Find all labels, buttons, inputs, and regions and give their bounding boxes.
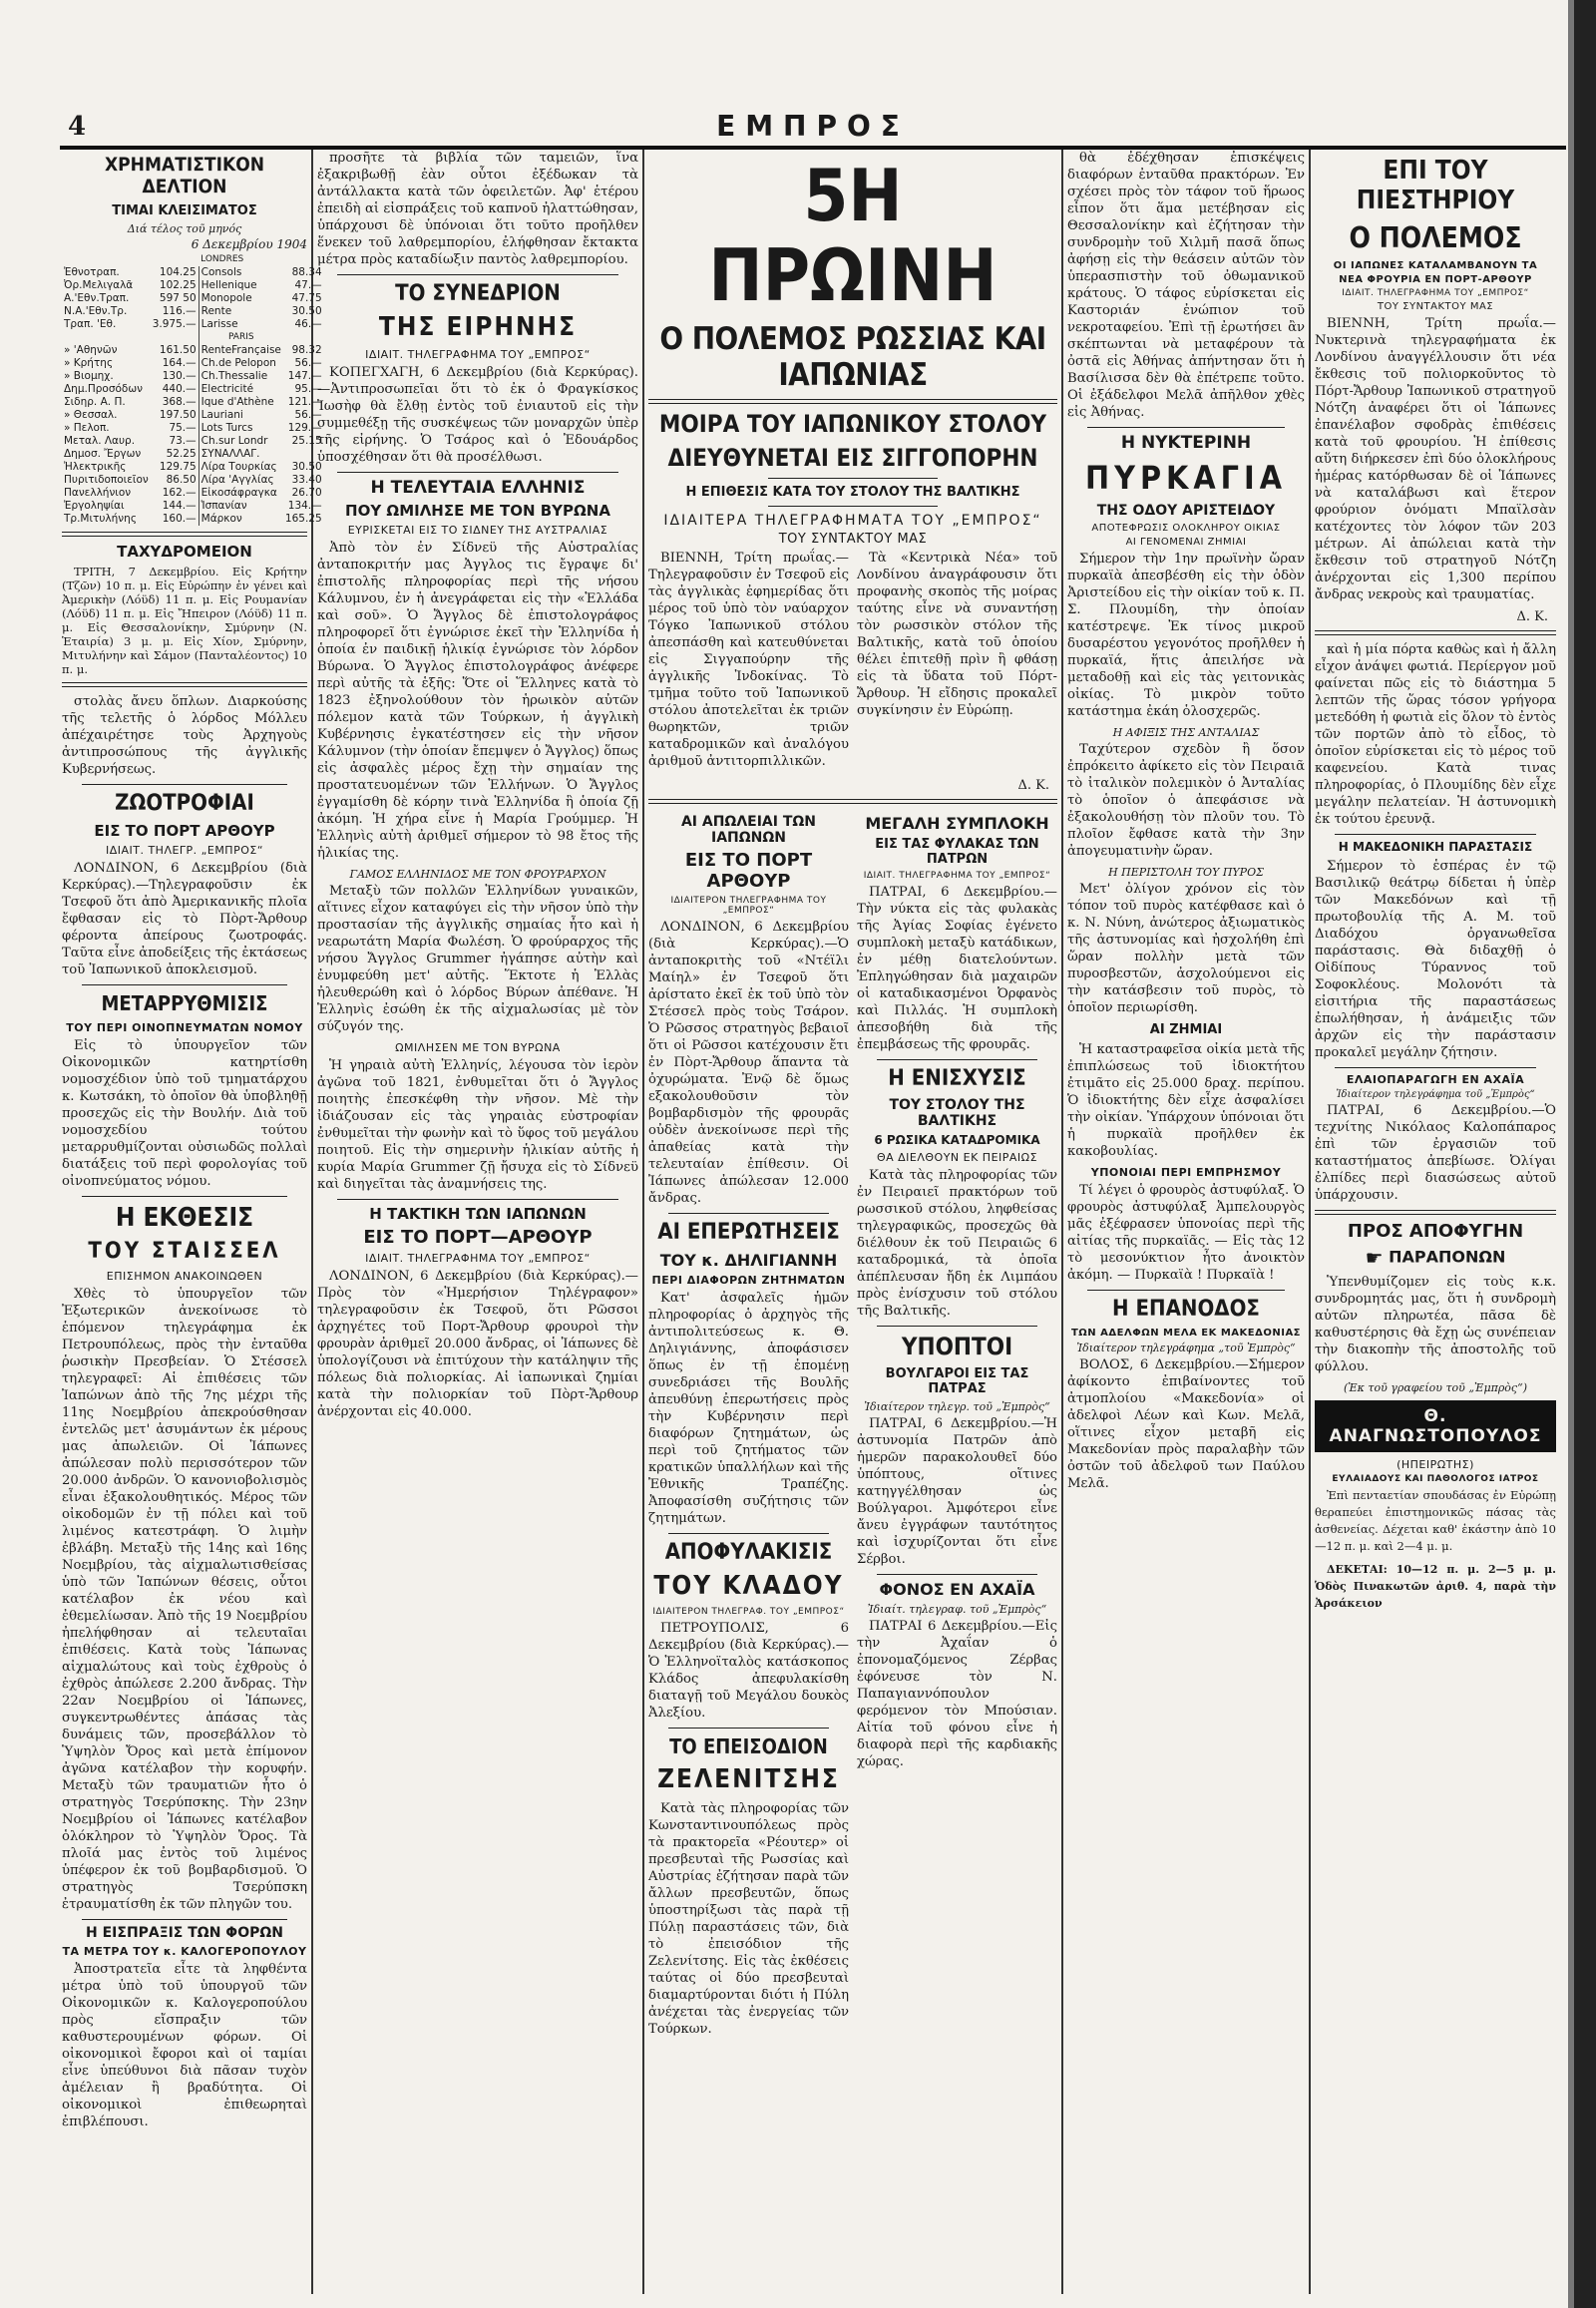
divider <box>1335 834 1536 835</box>
masthead: ΕΜΠΡΟΣ <box>716 110 910 143</box>
sym-subtitle: ΕΙΣ ΤΑΣ ΦΥΛΑΚΑΣ ΤΩΝ ΠΑΤΡΩΝ <box>875 837 1039 867</box>
exchange-item: » Βιομηχ. <box>64 370 114 382</box>
pointing-hand-icon: ☛ <box>1365 1246 1384 1270</box>
exchange-value: 3.975.— <box>151 318 199 331</box>
exchange-item: Μάρκον <box>200 513 242 525</box>
exchange-date: 6 Δεκεμβρίου 1904 <box>191 237 307 251</box>
exchange-item: Ique d'Athène <box>200 396 274 408</box>
epis-title: ΤΟ ΕΠΕΙΣΟΔΙΟΝ <box>669 1734 828 1758</box>
exchange-item: Δημ.Προσόδων <box>64 383 144 395</box>
lead-right: Τὰ «Κεντρικὰ Νέα» τοῦ Λονδίνου ἀναγράφουσιν ὅτι προφανὴς σκοπὸς τῆς μοίρας ταύτης εἶνε νὰ συναντήσῃ τὸν ρωσσικὸν στόλον τῆς Βαλτικῆς, κατὰ τοῦ ὁποίου θέλει ἐπιτεθῇ πρὶν ἢ φθάσῃ εἰς τὰ ὕδατα τοῦ Πόρτ-Ἄρθουρ. Ἡ εἴδησις προκαλεῖ συγκίνησιν ἐν Εὐρώπῃ. <box>857 551 1057 718</box>
syned-title: ΤΟ ΣΥΝΕΔΡΙΟΝ <box>395 281 561 306</box>
exchange-item: RenteFrançaise <box>200 344 281 356</box>
divider <box>1315 630 1556 635</box>
exchange-item: Lauriani <box>200 409 243 421</box>
exchange-row <box>62 318 324 331</box>
exchange-value: 162.— <box>151 487 199 500</box>
exchange-row <box>62 409 324 422</box>
zoo-subtitle: ΕΙΣ ΤΟ ΠΟΡΤ ΑΡΘΟΥΡ <box>94 822 275 840</box>
divider <box>62 532 307 537</box>
exchange-value: 102.25 <box>151 279 199 292</box>
epis-title2: ΖΕΛΕΝΙΤΣΗΣ <box>657 1764 840 1794</box>
exchange-value: 134.— <box>287 500 322 512</box>
divider <box>877 1574 1037 1575</box>
exchange-value: 129.— <box>287 422 322 434</box>
exchange-item: Ἐργοληψίαι <box>64 500 125 512</box>
apofyl-source: ΙΔΙΑΙΤΕΡΟΝ ΤΗΛΕΓΡΑΦ. ΤΟΥ „ΕΜΠΡΟΣ“ <box>652 1607 845 1617</box>
ad-title: Θ. ΑΝΑΓΝΩΣΤΟΠΟΥΛΟΣ <box>1315 1400 1556 1452</box>
exchange-value: 52.25 <box>151 448 199 461</box>
exchange-item: Λίρα 'Αγγλίας <box>200 474 274 486</box>
exchange-row <box>62 422 324 435</box>
exchange-value: 73.— <box>151 435 199 448</box>
divider <box>1087 427 1285 428</box>
exchange-table <box>62 253 324 526</box>
apol-title: ΑΙ ΑΠΩΛΕΙΑΙ ΤΩΝ ΙΑΠΩΝΩΝ <box>680 814 817 846</box>
sym-title: ΜΕΓΑΛΗ ΣΥΜΠΛΟΚΗ <box>865 814 1049 833</box>
col5-title: ΕΠΙ ΤΟΥ ΠΙΕΣΤΗΡΙΟΥ <box>1356 156 1515 215</box>
exchange-value: 130.— <box>151 370 199 383</box>
exchange-row <box>62 357 324 370</box>
metar-subtitle: ΤΟΥ ΠΕΡΙ ΟΙΝΟΠΝΕΥΜΑΤΩΝ ΝΟΜΟΥ <box>66 1021 303 1034</box>
exchange-item: Ch.de Pelopon <box>200 357 276 369</box>
syned-source: ΙΔΙΑΙΤ. ΤΗΛΕΓΡΑΦΗΜΑ ΤΟΥ „ΕΜΠΡΟΣ“ <box>365 348 591 361</box>
paragraph: θὰ ἐδέχθησαν ἐπισκέψεις διαφόρων ἐνταῦθα πρακτόρων. Ἐν σχέσει πρὸς τὸν τάφον τοῦ ἥρωος εἶπον ὅτι ἅμα μετέβησαν εἰς Θεσσαλονίκην καὶ ἐζήτησαν τὴν συνδρομὴν τοῦ Χιλμῆ πασᾶ ὅπως ἀφήσῃ εἰς τὴν θεάσειν αὐτῶν τὸν ὑπερασπιστὴν τοῦ ὀθωμανικοῦ κράτους. Ὁ τάφος εὑρίσκεται εἰς Καστοριάν ἐνώπιον τοῦ νεκροταφείου. Ἐπὶ τῇ ἐρωτήσει ἂν σκέπτωνται νὰ μεταφέρουν τὰ ὀστᾶ εἰς Ἀθήνας ἀπήντησαν ὅτι ἡ Βασίλισσα δὲν θὰ ἐπέτρεπε τοῦτο. Οἱ ἐξάδελφοι Μελᾶ ἀπῆλθον χθὲς εἰς Ἀθήνας. <box>1067 151 1305 420</box>
headline5: Η ΕΠΙΘΕΣΙΣ ΚΑΤΑ ΤΟΥ ΣΤΟΛΟΥ ΤΗΣ ΒΑΛΤΙΚΗΣ <box>685 485 1020 500</box>
epan-subtitle: ΤΩΝ ΑΔΕΛΦΩΝ ΜΕΛΑ ΕΚ ΜΑΚΕΔΟΝΙΑΣ <box>1070 1328 1302 1339</box>
exchange-value: 56.— <box>294 357 322 369</box>
exchange-value: 26.70 <box>291 487 322 499</box>
epan-title: Η ΕΠΑΝΟΔΟΣ <box>1112 1297 1260 1322</box>
page-number: 4 <box>68 112 87 142</box>
exchange-value: 95.— <box>294 383 322 395</box>
exchange-item: Σιδηρ. Α. Π. <box>64 396 126 408</box>
column-rule <box>1061 150 1063 2294</box>
exchange-value: 30.50 <box>291 461 322 473</box>
gamos-text: Μεταξὺ τῶν πολλῶν Ἑλληνίδων γυναικῶν, αἵτινες εἶχον καταφύγει εἰς τὴν νῆσον ὑπὸ τὴν προστασίαν τῆς ἀγγλικῆς σημαίας ἦτο καὶ ἡ νεαρωτάτη Μαρία Φωλέση. Ὁ φρούραρχος τῆς νήσου Ἄγγλος Grummer ἠγάπησε αὐτὴν καὶ ἐνυμφεύθη μετ' αὐτῆς. Ἕκτοτε ἡ Ἑλλὰς ἠλευθερώθη καὶ ὁ λόρδος Βύρων ἀπέθανε. Ἡ Ἑλληνὶς ἐσώθη ἐκ τῆς αἰχμαλωσίας μὲ τὸν σύζυγόν της. <box>317 884 638 1034</box>
apol-subtitle: ΕΙΣ ΤΟ ΠΟΡΤ ΑΡΘΟΥΡ <box>684 850 813 892</box>
ypon-text: Τί λέγει ὁ φρουρὸς ἀστυφύλαξ. Ὁ φρουρὸς ἀστυφύλαξ Ἀμπελουργὸς μᾶς ἐξέφρασεν ὑπονοίας περὶ τῆς αἰτίας τῆς πυρκαϊᾶς. — Εἰς τὰς 12 τὸ μεσονύκτιον ἦτο ἀνοικτὸν ἀκόμη. — Πυρκαϊὰ ! Πυρκαϊὰ ! <box>1067 1183 1305 1283</box>
exchange-item: Ch.Thessalie <box>200 370 268 382</box>
paraponon: ΠΑΡΑΠΟΝΩΝ <box>1389 1247 1506 1267</box>
exchange-value: 88.34 <box>291 266 322 278</box>
ekth-title: Η ΕΚΘΕΣΙΣ <box>115 1203 254 1233</box>
epan-text: ΒΟΛΟΣ, 6 Δεκεμβρίου.—Σήμερον ἀφίκοντο ἐπιβαίνοντες τοῦ ἀτμοπλοίου «Μακεδονία» οἱ ἀδελφοὶ Λέων καὶ Κων. Μελᾶ, οἵτινες εἶχον μεταβῆ εἰς Μακεδονίαν πρὸς παραλαβὴν τῶν ὀστῶν τοῦ ἀδελφοῦ των Παύλου Μελᾶ. <box>1067 1357 1305 1491</box>
metar-text: Εἰς τὸ ὑπουργεῖον τῶν Οἰκονομικῶν κατηρτίσθη νομοσχέδιον ὑπὸ τοῦ τμηματάρχου κ. Κωτσάκη, τὸ ὁποῖον θὰ ὑποβληθῇ προσεχῶς εἰς τὴν Βουλήν. Διὰ τοῦ νομοσχεδίου τούτου μεταρρυθμίζονται οὐσιωδῶς πολλαὶ διατάξεις τοῦ περὶ φορολογίας τοῦ οἰνοπνεύματος νόμου. <box>62 1038 307 1189</box>
ad-subtitle2: ΕΥΛΑΙΑΔΟΥΣ ΚΑΙ ΠΑΘΟΛΟΓΟΣ ΙΑΤΡΟΣ <box>1332 1474 1539 1484</box>
nykt-subtitle3: ΑΙ ΓΕΝΟΜΕΝΑΙ ΖΗΜΙΑΙ <box>1125 537 1247 548</box>
hypopt-title: ΥΠΟΠΤΟΙ <box>901 1333 1013 1360</box>
tel-subtitle: ΕΥΡΙΣΚΕΤΑΙ ΕΙΣ ΤΟ ΣΙΔΝΕΥ ΤΗΣ ΑΥΣΤΡΑΛΙΑΣ <box>347 524 608 537</box>
headline: 5Η ΠΡΩΙΝΗ <box>708 154 998 317</box>
exchange-item: Πανελλήνιον <box>64 487 132 499</box>
exchange-value: 86.50 <box>151 474 199 487</box>
zim-title: ΑΙ ΖΗΜΙΑΙ <box>1149 1022 1223 1037</box>
exchange-row <box>62 474 324 487</box>
exchange-value: 30.50 <box>291 305 322 317</box>
ekth-source: ΕΠΙΣΗΜΟΝ ΑΝΑΚΟΙΝΩΘΕΝ <box>106 1270 263 1283</box>
apof-title: ΠΡΟΣ ΑΠΟΦΥΓΗΝ <box>1347 1221 1524 1242</box>
divider <box>877 1059 1037 1060</box>
exchange-value: 46.— <box>294 318 322 330</box>
takt-title: Η ΤΑΚΤΙΚΗ ΤΩΝ ΙΑΠΩΝΩΝ <box>369 1205 587 1223</box>
epis-text: Κατὰ τὰς πληροφορίας τῶν Κωνσταντινουπόλεως πρὸς τὰ πρακτορεῖα «Ρέουτερ» οἱ πρεσβευταὶ τῆς Ρωσσίας καὶ Αὐστρίας ἐζήτησαν παρὰ τῶν ἄλλων πρεσβευτῶν, ὅπως ὑποστηρίξωσι τὰς παρὰ τῇ Πύλῃ παραστάσεις τῶν, διὰ τὸ ἐπεισόδιον τῆς Ζελενίτσης. Εἰς τὰς ἐκθέσεις ταύτας οἱ δύο πρεσβευταὶ διαμαρτύρονται διότι ἡ Πύλη ἀνέχεται τὰς ἐνεργείας τῶν Τούρκων. <box>648 1801 849 2037</box>
scan-edge-shadow <box>1568 0 1574 2308</box>
column-rule <box>1309 150 1311 2294</box>
ad-subtitle: (ΗΠΕΙΡΩΤΗΣ) <box>1396 1458 1474 1471</box>
divider <box>668 1728 829 1729</box>
ad-text: Ἐπὶ πενταετίαν σπουδάσας ἐν Εὐρώπῃ θεραπεύει ἐπιστημονικῶς πάσας τὰς ἀσθενείας. Δέχεται καθ' ἑκάστην ἀπὸ 10—12 π. μ. καὶ 2—4 μ. μ. <box>1315 1488 1556 1553</box>
tel-text: Ἀπὸ τὸν ἐν Σίδνεϋ τῆς Αὐστραλίας ἀνταποκριτήν μας Ἀγγλος τις ἔγραψε δι' ἐπιστολῆς πληροφορίας περὶ τῆς νήσου Κάλυμνου, ἐν ἡ ἀνεγράφεται εἰς τὴν «Ἑλλάδα καὶ σοῦ». Ὁ Ἄγγλος δὲ ἐπιστολογράφος πληροφορεῖ ὅτι ἐγνώρισε ἐκεῖ τὴν Ἑλληνίδα ἡ ὁποία ἐν παιδικῇ ἡλικίᾳ ἐγνώρισε τὸν λόρδον Βύρωνα. Ὁ Ἄγγλος ἐπιστολογράφος ἀνέφερε περὶ αὐτῆς τὰ ἑξῆς: Ὅτε οἱ Ἕλληνες κατὰ τὸ 1823 ἐξηνολούθουν τὸν ἡρωικὸν αὐτῶν πόλεμον κατὰ τῶν Τούρκων, ἡ ἀγγλικὴ Κυβέρνησις ἐγκατέστησεν εἰς τὴν νῆσον Κάλυμνον (τὴν ὁποίαν ἔπεμψεν ὁ Ἄγγλος) ὅπως εἰς ἀσφαλὲς μέρος ἔχῃ τὴν σημαίαν της προστατευομένων τῶν Ἑλλήνων. Ὁ Ἄγγλος ἐγγαμίσθη δὲ κόρην τινὰ Ἑλληνίδα ἣ ὁποία ζῇ ἀκόμη. Ἡ χήρα εἶνε ἡ Μαρία Γρούμμερ. Ἡ Ἑλληνὶς αὐτὴ ἀριθμεῖ σήμερον τὸ 98 ἔτος τῆς ἡλικίας της. <box>317 541 638 861</box>
paragraph: καὶ ἡ μία πόρτα καθὼς καὶ ἡ ἄλλη εἶχον ἀνάψει φωτιά. Περίεργον μοῦ φαίνεται πῶς εἰς τὸ διάστημα 5 λεπτῶν τῆς ὥρας τόσον γρήγορα μετεδόθη ἡ φωτιὰ εἰς ὅλον τὸ ἐντὸς τῶν πορτῶν ἀπὸ τὸ εἶδος, τὸ ὁποῖον εὑρίσκεται εἰς τὸ μέρος τοῦ καφενείου. Κατὰ τινας πληροφορίας, ὁ Πλουμίδης δὲν εἶχε μεγάλην πελατείαν. Ἡ ἀστυνομικὴ ἐκ τούτου ἐρευνᾷ. <box>1315 642 1556 827</box>
exchange-row <box>62 383 324 396</box>
exchange-value: 25.15 <box>291 435 322 447</box>
post-text: ΤΡΙΤΗ, 7 Δεκεμβρίου. Εἰς Κρήτην (Τζῶν) 10 π. μ. Εἰς Εὐρώπην ἐν γένει καὶ Ἀμερικὴν (Λόϋδ) 11 π. μ. Εἰς Ρουμανίαν (Λόϋδ) 11 π. μ. Εἰς Ἤπειρον (Λόϋδ) 11 π. μ. Εἰς Θεσσαλονίκην, Σμύρνην (Ν. Ἑταιρία) 3 μ. μ. Εἰς Χίον, Σμύρνην, Μιτυλήνην καὶ Σάμον (Πανταλέοντος) 10 π. μ. <box>62 565 307 676</box>
exchange-item: Ἱσπανίαν <box>200 500 247 512</box>
exchange-row <box>62 292 324 305</box>
omil-title: ΩΜΙΛΗΣΕΝ ΜΕ ΤΟΝ ΒΥΡΩΝΑ <box>395 1041 561 1054</box>
nykt-title2: ΠΥΡΚΑΓΙΑ <box>1085 459 1287 497</box>
column-rule <box>642 150 644 2294</box>
exchange-item: Τρ.Μιτυλήνης <box>64 513 137 525</box>
exchange-item: Πυριτιδοποιεῖον <box>64 474 149 486</box>
eperot-title: ΑΙ ΕΠΕΡΩΤΗΣΕΙΣ <box>657 1220 840 1245</box>
exchange-item: Ὀρ.Μελιγαλᾶ <box>64 279 134 291</box>
exchange-row <box>62 305 324 318</box>
exchange-item: Rente <box>200 305 232 317</box>
omil-text: Ἡ γηραιὰ αὐτὴ Ἑλληνίς, λέγουσα τὸν ἱερὸν ἀγῶνα τοῦ 1821, ἐνθυμεῖται ὅτι ὁ Ἄγγλος ποιητὴς ἐπεσκέφθη τὴν νῆσον. Μὲ τὴν ἰδιάζουσαν εἰς τὰς γηραιὰς εὐστροφίαν ἐνθυμεῖται τὴν φωνὴν καὶ τὸ ὕφος τοῦ μεγάλου ποιητοῦ. Εἰς τὴν σημερινὴν ἡλικίαν αὐτῆς ἡ κυρία Μαρία Grummer ζῇ ἤσυχα εἰς τὸ Σίδνεϋ καὶ διηγεῖται τὰς ἀναμνήσεις της. <box>317 1058 638 1192</box>
fonos-source: Ἰδιαίτ. τηλεγραφ. τοῦ „Ἐμπρὸς“ <box>867 1603 1047 1616</box>
headline3: ΜΟΙΡΑ ΤΟΥ ΙΑΠΩΝΙΚΟΥ ΣΤΟΛΟΥ <box>658 410 1047 438</box>
divider <box>82 984 287 985</box>
signoff: Δ. Κ. <box>1017 778 1049 793</box>
apofyl-title: ΑΠΟΦΥΛΑΚΙΣΙΣ <box>664 1540 833 1565</box>
exchange-item: Α.'Εθν.Τραπ. <box>64 292 130 304</box>
hypopt-source: Ἰδιαίτερον τηλεγρ. τοῦ „Ἐμπρὸς“ <box>864 1400 1050 1413</box>
exchange-item: » Πελοπ. <box>64 422 110 434</box>
exchange-row <box>62 266 324 279</box>
page-header <box>60 110 1566 150</box>
exchange-item: Εἰκοσάφραγκα <box>200 487 277 499</box>
column-3 <box>648 150 1057 2294</box>
exchange-item: Δημοσ. Ἔργων <box>64 448 142 460</box>
exchange-item: Ἐθνοτραπ. <box>64 266 120 278</box>
divider <box>337 472 618 473</box>
apol-source: ΙΔΙΑΙΤΕΡΟΝ ΤΗΛΕΓΡΑΦΗΜΑ ΤΟΥ „ΕΜΠΡΟΣ“ <box>670 896 827 916</box>
headline2: Ο ΠΟΛΕΜΟΣ ΡΩΣΣΙΑΣ ΚΑΙ ΙΑΠΩΝΙΑΣ <box>659 321 1046 393</box>
takt-text: ΛΟΝΔΙΝΟΝ, 6 Δεκεμβρίου (διὰ Κερκύρας).—Πρὸς τὸν «Ἡμερήσιον Τηλέγραφον» τηλεγραφοῦσιν ἐκ Τσεφοῦ, ὅτι Ρῶσσοι ἀρχηγέτες τοῦ Πορτ-Ἄρθουρ φρουροὶ τὴν φρουρὰν ἀριθμεῖ 20.000 ἄνδρας, οἱ Ἰάπωνες δὲ ὑπολογίζουσι νὰ ἐπιτύχουν τὴν κατάληψιν τῆς πόλεως διὰ πολιορκίας. Αἱ ἰαπωνικαὶ ζημίαι κατὰ τὴν πολιορκίαν τοῦ Πὸρτ-Ἄρθουρ ἀνέρχονται εἰς 40.000. <box>317 1269 638 1419</box>
divider <box>1335 1067 1536 1068</box>
tel-title2: ΠΟΥ ΩΜΙΛΗΣΕ ΜΕ ΤΟΝ ΒΥΡΩΝΑ <box>345 502 610 520</box>
lower-columns <box>648 810 1057 2044</box>
exchange-item: Monopole <box>200 292 252 304</box>
gamos-title: ΓΑΜΟΣ ΕΛΛΗΝΙΔΟΣ ΜΕ ΤΟΝ ΦΡΟΥΡΑΡΧΟΝ <box>349 868 606 881</box>
eparx-text: ΠΑΤΡΑΙ, 6 Δεκεμβρίου.—Ὁ τεχνίτης Νικόλαος Καλοπάπαρος ἐπὶ τῶν ἐργασιῶν τοῦ καταστήματος ἀπεβίωσε. Ὀλίγαι ἐλπίδες περὶ διασώσεως αὐτοῦ ὑπάρχουσιν. <box>1315 1103 1556 1203</box>
epan-source: Ἰδιαίτερον τηλεγράφημα „τοῦ Ἐμπρὸς“ <box>1076 1342 1296 1354</box>
exchange-value: 440.— <box>151 383 199 396</box>
paragraph: προσῆτε τὰ βιβλία τῶν ταμειῶν, ἵνα ἐξακριβωθῇ ἐὰν οὗτοι ἐξέδωκαν τὰ ἀντάλλακτα κατὰ τῶν ὀφειλετῶν. Ἀφ' ἑτέρου ἐπειδὴ αἱ εἰσπράξεις τοῦ καπνοῦ ἠλαττώθησαν, ὑπάρχουσι δὲ ὑπόνοιαι ὅτι τοῦτο προῆλθεν ἕνεκεν τοῦ λαθρεμπορίου, ἐλήφθησαν ἔκτακτα μέτρα πρὸς καταδίωξιν παντὸς λαθρεμπορίου. <box>317 151 638 267</box>
divider <box>668 1213 829 1214</box>
col5-subtitle2: ΝΕΑ ΦΡΟΥΡΙΑ ΕΝ ΠΟΡΤ-ΑΡΘΟΥΡ <box>1339 274 1532 285</box>
sym-source: ΙΔΙΑΙΤ. ΤΗΛΕΓΡΑΦΗΜΑ ΤΟΥ „ΕΜΠΡΟΣ“ <box>863 871 1051 881</box>
fonos-title: ΦΟΝΟΣ ΕΝ ΑΧΑΪΑ <box>879 1580 1035 1599</box>
eisp-text: Ἀποστρατεῖα εἶτε τὰ ληφθέντα μέτρα ὑπὸ τοῦ ὑπουργοῦ τῶν Οἰκονομικῶν κ. Καλογεροπούλου πρὸς εἴσπραξιν τῶν καθυστερουμένων φόρων. Οἱ οἰκονομικοὶ ἔφοροι καὶ οἱ ταμίαι εἶνε ὑπεύθυνοι διὰ πᾶσαν τυχὸν ἀμέλειαν ἢ βραδύτητα. Οἱ οἰκονομικοὶ ἐπιθεωρηταὶ ἐπιβλέπουσι. <box>62 1962 307 2129</box>
divider <box>82 1196 287 1197</box>
exchange-row <box>62 344 324 357</box>
exchange-item: ΣΥΝΑΛΛΑΓ. <box>200 448 260 460</box>
scan-edge <box>1574 0 1596 2308</box>
paraponon-line <box>1315 1246 1556 1270</box>
exchange-row <box>62 513 324 526</box>
exchange-row <box>62 461 324 474</box>
col5-source: ΙΔΙΑΙΤ. ΤΗΛΕΓΡΑΦΗΜΑ ΤΟΥ „ΕΜΠΡΟΣ“ <box>1342 288 1529 298</box>
exchange-item: » Κρήτης <box>64 357 114 369</box>
zoo-source: ΙΔΙΑΙΤ. ΤΗΛΕΓΡ. „ΕΜΠΡΟΣ“ <box>105 844 264 857</box>
signoff: Δ. Κ. <box>1516 609 1548 624</box>
ypon-title: ΥΠΟΝΟΙΑΙ ΠΕΡΙ ΕΜΠΡΗΣΜΟΥ <box>1090 1166 1282 1179</box>
exchange-value: 116.— <box>151 305 199 318</box>
exchange-value: 597 50 <box>151 292 199 305</box>
lead-source: ΙΔΙΑΙΤΕΡΑ ΤΗΛΕΓΡΑΦΗΜΑΤΑ ΤΟΥ „ΕΜΠΡΟΣ“ <box>663 513 1042 529</box>
sym-text: ΠΑΤΡΑΙ, 6 Δεκεμβρίου.—Τὴν νύκτα εἰς τὰς φυλακὰς τῆς Ἀγίας Σοφίας ἐγένετο συμπλοκὴ μεταξὺ κατάδικων, ἐν μέθῃ διατελούντων. Ἐπληγώθησαν διὰ μαχαιρῶν οἱ καταδικασμένοι Ὀρφανὸς καὶ Πιλλάς. Ἡ συμπλοκὴ ἀπεσοβήθη διὰ τῆς ἐπεμβάσεως τῆς φρουρᾶς. <box>857 885 1057 1052</box>
divider <box>82 784 287 785</box>
col5-title2: Ο ΠΟΛΕΜΟΣ <box>1349 221 1522 254</box>
exchange-row <box>62 448 324 461</box>
ad-contact: ΔΕΚΕΤΑΙ: 10—12 π. μ. 2—5 μ. μ. Ὁδὸς Πινακωτῶν ἀριθ. 4, παρὰ τὴν Ἀρσάκειον <box>1315 1563 1556 1610</box>
exchange-value: 75.— <box>151 422 199 435</box>
syned-text: ΚΟΠΕΓΧΑΓΗ, 6 Δεκεμβρίου (διὰ Κερκύρας).—Ἀντιπροσωπεῖαι ὅτι τὸ ἐκ ὁ Φραγκίσκος Ἰωσὴφ θὰ ἔλθῃ ἐντὸς τοῦ ἐνιαυτοῦ εἰς τὴν συμμεθέξῃ τῆς συσκέψεως τῶν μοναρχῶν ὑπὲρ τῆς εἰρήνης. Ὁ Τσάρος καὶ ὁ Ἐδουάρδος ὑποσχέθησαν ὅτι θὰ προσέλθωσι. <box>317 365 638 465</box>
exchange-row <box>62 435 324 448</box>
divider <box>768 506 938 507</box>
enisx-subtitle: ΤΟΥ ΣΤΟΛΟΥ ΤΗΣ ΒΑΛΤΙΚΗΣ <box>889 1097 1025 1129</box>
exchange-item: Ν.Α.'Εθν.Τρ. <box>64 305 128 317</box>
exchange-value: 161.50 <box>151 344 199 357</box>
eperot-subtitle: ΤΟΥ κ. ΔΗΛΙΓΙΑΝΝΗ <box>659 1251 838 1270</box>
exchange-value: 104.25 <box>151 266 199 279</box>
divider <box>337 1199 618 1200</box>
exchange-value: 129.75 <box>151 461 199 474</box>
exchange-item: Larisse <box>200 318 238 330</box>
divider <box>62 682 307 687</box>
eisp-subtitle: ΤΑ ΜΕΤΡΑ ΤΟΥ κ. ΚΑΛΟΓΕΡΟΠΟΥΛΟΥ <box>62 1945 307 1958</box>
exchange-item: Lots Turcs <box>200 422 253 434</box>
exchange-subtitle: ΤΙΜΑΙ ΚΛΕΙΣΙΜΑΤΟΣ <box>112 203 257 218</box>
enisx-text: Κατὰ τὰς πληροφορίας τῶν ἐν Πειραιεῖ πρακτόρων τοῦ ρωσσικοῦ στόλου, ληφθείσας τηλεγραφικῶς, προσεχῶς θὰ διέλθουν ἐκ τοῦ Πειραιῶς 6 καταδρομικά, τὰ ὁποῖα ἀπέπλευσαν ἤδη ἐκ Λιμπάου πρὸς ἐνίσχυσιν τοῦ στόλου τῆς Βαλτικῆς. <box>857 1168 1057 1319</box>
mak-title: Η ΜΑΚΕΔΟΝΙΚΗ ΠΑΡΑΣΤΑΣΙΣ <box>1338 840 1533 854</box>
exchange-value: 368.— <box>151 396 199 409</box>
column-2 <box>317 150 638 2294</box>
exchange-value: 47.75 <box>291 292 322 304</box>
syned-title2: ΤΗΣ ΕΙΡΗΝΗΣ <box>378 312 578 342</box>
exchange-row <box>62 370 324 383</box>
ekth-text: Χθὲς τὸ ὑπουργεῖον τῶν Ἐξωτερικῶν ἀνεκοίνωσε τὸ ἑπόμενον τηλεγράφημα ἐκ Πετρουπόλεως, πρὸς τὴν ἐνταῦθα ῥωσικὴν Πρεσβείαν. Ὁ Στέσσελ τηλεγραφεῖ: Αἱ ἐπιθέσεις τῶν Ἰαπώνων ἀπὸ τῆς 7ης μέχρι τῆς 11ης Νοεμβρίου ἀπεκρούσθησαν ἐντελῶς μετ' ἀσυμάντων ἐκ μέρους μας ἀπωλειῶν. Οἱ Ἰάπωνες ἀπώλεσαν πολὺ περισσότερον τῶν 20.000 ἀνδρῶν. Ὁ κανονιοβολισμὸς εἶναι ἐξακολουθητικός. Μέρος τῶν οἰκοδομῶν ἐν τῇ πόλει καὶ τοῦ λιμένος κατεστράφη. Ὁ λιμὴν ἐβλάβη. Μεταξὺ τῆς 14ης καὶ 16ης Νοεμβρίου, τὰς αἰχμαλωτισθείσας ὑπὸ τῶν Ἰαπώνων θέσεις, οὗτοι κατέλαβον ἐκ νέου καὶ ἐθεμελίωσαν. Ἀπὸ τῆς 19 Νοεμβρίου ἠπελήφθησαν αἱ τελευταῖαι ἐπιθέσεις. Κατὰ τοὺς Ἰάπωνας αἰχμαλώτους καὶ τοὺς ἐχθροὺς ὁ ἐχθρὸς ἀπώλεσε 2.200 ἄνδρας. Τὴν 22αν Νοεμβρίου οἱ Ἰάπωνες, συγκεντρωθέντες ἁπάσας τὰς δυνάμεις τῶν, προσεβάλλον τὸ Ὑψηλὸν Ὄρος καὶ μετὰ ἐπίμονον ἀγῶνα κατέλαβον τὴν κορυφήν. Μεταξὺ τῶν τραυματιῶν ἦτο ὁ στρατηγὸς Τσερύπσκης. Τὴν 23ην Νοεμβρίου οἱ Ἰάπωνες κατέλαβον ὁλόκληρον τὸ Ὑψηλὸν Ὄρος. Τὰ πλοῖά μας ἐντὸς τοῦ λιμένος ὑπέφερον ἐκ τοῦ βομβαρδισμοῦ. Ὁ στρατηγὸς Τσερύπσκη ἐτραυματίσθη ἐκ τῶν πληγῶν του. <box>62 1287 307 1912</box>
exchange-value: 98.32 <box>291 344 322 356</box>
exchange-item: Μεταλ. Λαυρ. <box>64 435 136 447</box>
apof-note: (Ἐκ τοῦ γραφείου τοῦ „Ἐμπρὸς“) <box>1344 1381 1527 1394</box>
exchange-row <box>62 396 324 409</box>
exchange-item: Consols <box>200 266 242 278</box>
nykt-subtitle2: ΑΠΟΤΕΦΡΩΣΙΣ ΟΛΟΚΛΗΡΟΥ ΟΙΚΙΑΣ <box>1091 523 1281 534</box>
exchange-item: Λίρα Τουρκίας <box>200 461 277 473</box>
exchange-item: Τραπ. 'Εθ. <box>64 318 117 330</box>
fonos-text: ΠΑΤΡΑΙ 6 Δεκεμβρίου.—Εἰς τὴν Ἀχαΐαν ὁ ἐπονομαζόμενος Ζέρβας ἐφόνευσε τὸν Ν. Παπαγιαννόπουλον φερόμενον τὸν Μπούσιαν. Αἰτία τοῦ φόνου εἶνε ἡ διαφορὰ περὶ τῆς καρδιακῆς χώρας. <box>857 1619 1057 1769</box>
exchange-item: Hellenique <box>200 279 257 291</box>
col5-source2: ΤΟΥ ΣΥΝΤΑΚΤΟΥ ΜΑΣ <box>1377 301 1494 312</box>
exchange-value: 33.40 <box>291 474 322 486</box>
exchange-item: » 'Αθηνῶν <box>64 344 118 356</box>
zoo-text: ΛΟΝΔΙΝΟΝ, 6 Δεκεμβρίου (διὰ Κερκύρας).—Τηλεγραφοῦσιν ἐκ Τσεφοῦ ὅτι ἀπὸ Ἀμερικανικῆς πλοῖα ἔφθασαν εἰς τὸ Πὸρτ-Ἄρθουρ φέροντα ἀπείρους ζωοτροφάς. Ταῦτα εἶνε ἀποδείξεις τῆς ἐκτάσεως τοῦ Ἰαπωνικοῦ ἀποκλεισμοῦ. <box>62 861 307 977</box>
exchange-item: Ch.sur Londr <box>200 435 268 447</box>
metar-title: ΜΕΤΑΡΡΥΘΜΙΣΙΣ <box>101 991 268 1015</box>
exchange-value: 56.— <box>294 409 322 421</box>
afixis-text: Ταχύτερον σχεδὸν ἢ ὅσον ἐπρόκειτο ἀφίκετο εἰς τὸν Πειραιᾶ τὸ ἰταλικὸν πολεμικὸν ὁ Ἀνταλίας τὸ ὁποῖον ὁ ἀπεφάσισε νὰ ἐξακολουθήσῃ τὸν πλοῦν του. Τὸ πλοῖον ἔφθασε κατὰ τὴν 3ην ἀπογευματινὴν ὥραν. <box>1067 742 1305 859</box>
hypopt-text: ΠΑΤΡΑΙ, 6 Δεκεμβρίου.—Ἡ ἀστυνομία Πατρῶν ἀπὸ ἡμερῶν παρακολουθεῖ δύο ὑπόπτους, οἵτινες κατηγγέλθησαν ὡς Βούλγαροι. Ἀμφότεροι εἶνε ἄνευ ἐγγράφων ταυτότητος καὶ ἰσχυρίζονται ὅτι εἶνε Σέρβοι. <box>857 1416 1057 1567</box>
col5-text: ΒΙΕΝΝΗ, Τρίτη πρωΐα.—Νυκτερινὰ τηλεγραφήματα ἐκ Λονδίνου ἀναγγέλλουσιν ὅτι νέα ἔκθεσις τοῦ πολιορκοῦντος τὸ Πόρτ-Ἄρθουρ Ἰαπωνικοῦ στρατηγοῦ Νότζη ἀναφέρει ὅτι οἱ Ἰάπωνες ἐπανέλαβον σφοδρὰς ἐπιθέσεις κατὰ τοῦ φρουρίου. Ἡ ἐπίθεσις αὕτη διήρκεσεν ἐπὶ δύο ὁλοκλήρους ἡμέρας κατόρθωσαν δὲ οἱ Ἰάπωνες νὰ καταλάβωσι καὶ ἕτερον φρούριον ὀνόματι Μπαϊλσὰν κατέχοντες τὸν λόφον τῶν 203 μέτρων. Αἱ ἀπώλειαι κατὰ τὴν ἔκθεσιν τοῦ στρατηγοῦ Νότζη ἀνέρχονται εἰς 1,300 περίπου ἄνδρας νεκροὺς καὶ τραυματίας. <box>1315 316 1556 602</box>
mak-text: Σήμερον τὸ ἑσπέρας ἐν τῷ Βασιλικῷ θεάτρῳ δίδεται ἡ ὑπὲρ τῶν Μακεδόνων καὶ τῇ πρωτοβουλίᾳ τῆς Α. Μ. τοῦ Διαδόχου ὀργανωθεῖσα παράστασις. Θὰ διδαχθῇ ὁ Οἰδίπους Τύραννος τοῦ Σοφοκλέους. Μολονότι τὰ εἰσιτήρια τῆς παραστάσεως ἐπωλήθησαν, ἡ ἀνάμειξις τῶν ἀρχῶν εἰς τὴν παράστασιν προκαλεῖ μεγάλην ζήτησιν. <box>1315 859 1556 1060</box>
exchange-subtitle2: Διά τέλος τοῦ μηνός <box>127 222 242 235</box>
exchange-value: 160.— <box>151 513 199 526</box>
ekth-title2: ΤΟΥ ΣΤΑΙΣΣΕΛ <box>88 1239 281 1264</box>
perist-text: Μετ' ὀλίγον χρόνον εἰς τὸν τόπον τοῦ πυρὸς κατέφθασε καὶ ὁ κ. Ν. Νύνη, ἀνώτερος ἀξιωματικὸς τῆς ἀστυνομίας καὶ ἠσχολήθη ἐπὶ ὥραν πολλὴν μετὰ τῶν πυροσβεστῶν, ἀσχολούμενοι εἰς τὴν κατάσβεσιν τοῦ πυρὸς, τὸ ὁποῖον περιωρίσθη. <box>1067 882 1305 1015</box>
exchange-value: 164.— <box>151 357 199 370</box>
divider <box>768 478 938 479</box>
exchange-value: 47.— <box>294 279 322 291</box>
eperot-subtitle2: ΠΕΡΙ ΔΙΑΦΟΡΩΝ ΖΗΤΗΜΑΤΩΝ <box>651 1274 846 1287</box>
exchange-row <box>62 331 324 344</box>
post-title: ΤΑΧΥΔΡΟΜΕΙΟΝ <box>117 543 252 561</box>
divider <box>877 1326 1037 1327</box>
eparx-source: Ἰδιαίτερον τηλεγράφημα τοῦ „Ἐμπρὸς“ <box>1336 1089 1535 1100</box>
eparx-title: ΕΛΑΙΟΠΑΡΑΓΩΓΗ ΕΝ ΑΧΑΪΑ <box>1346 1073 1525 1086</box>
divider <box>1315 1210 1556 1215</box>
exchange-row <box>62 500 324 513</box>
enisx-subtitle2: 6 ΡΩΣΙΚΑ ΚΑΤΑΔΡΟΜΙΚΑ <box>874 1133 1040 1147</box>
enisx-subtitle3: ΘΑ ΔΙΕΛΘΟΥΝ ΕΚ ΠΕΙΡΑΙΩΣ <box>876 1151 1038 1164</box>
zim-text: Ἡ καταστραφεῖσα οἰκία μετὰ τῆς ἐπιπλώσεως τοῦ ἰδιοκτήτου ἐτιμᾶτο εἰς 25.000 δραχ. περίπου. Ὁ ἰδιοκτήτης δὲν εἶχε ἀσφαλίσει τὴν οἰκίαν. Ὑπάρχουν ὑπόνοιαι ὅτι ἡ πυρκαϊὰ προῆλθεν ἐκ κακοβουλίας. <box>1067 1042 1305 1159</box>
exchange-item: Electricité <box>200 383 254 395</box>
divider <box>648 799 1057 804</box>
lead-source2: ΤΟΥ ΣΥΝΤΑΚΤΟΥ ΜΑΣ <box>778 532 928 547</box>
paragraph: στολὰς ἄνευ ὅπλων. Διαρκούσης τῆς τελετῆς ὁ λόρδος Μόλλευ ἀπέχαιρέτησε τοὺς Ἀρχηγοὺς ἀντιπροσώπους τῆς ἀγγλικῆς Κυβερνήσεως. <box>62 694 307 777</box>
enisx-title: Η ΕΝΙΣΧΥΣΙΣ <box>888 1066 1026 1091</box>
eisp-title: Η ΕΙΣΠΡΑΞΙΣ ΤΩΝ ΦΟΡΩΝ <box>86 1925 283 1941</box>
col5-subtitle: ΟΙ ΙΑΠΩΝΕΣ ΚΑΤΑΛΑΜΒΑΝΟΥΝ ΤΑ <box>1333 260 1538 271</box>
exchange-value: 147.— <box>287 370 322 382</box>
takt-subtitle: ΕΙΣ ΤΟ ΠΟΡΤ—ΑΡΘΟΥΡ <box>363 1227 593 1248</box>
exchange-value: 197.50 <box>151 409 199 422</box>
exchange-value: 165.25 <box>284 513 322 525</box>
divider <box>337 274 618 275</box>
exchange-item: Ἠλεκτρικῆς <box>64 461 127 473</box>
column-1 <box>62 150 322 2294</box>
exchange-row <box>62 487 324 500</box>
afixis-title: Η ΑΦΙΞΙΣ ΤΗΣ ΑΝΤΑΛΙΑΣ <box>1112 726 1260 739</box>
divider <box>648 399 1057 404</box>
divider <box>1087 1290 1285 1291</box>
nykt-title: Η ΝΥΚΤΕΡΙΝΗ <box>1120 433 1252 453</box>
eperot-text: Κατ' ἀσφαλεῖς ἡμῶν πληροφορίας ὁ ἀρχηγὸς τῆς ἀντιπολιτεύσεως κ. Θ. Δηλιγιάννης, ἀποφάσισεν ὅπως ἐν τῇ ἐπομένῃ συνεδριάσει τῆς Βουλῆς ἀπευθύνῃ ἐπερωτήσεις πρὸς τὴν Κυβέρνησιν περὶ διαφόρων ζητημάτων, ὡς περὶ τοῦ ζητήματος τῶν κρατικῶν ὑπαλλήλων καὶ τῆς Ἐθνικῆς Τραπέζης. Ἀποφασίσθη συζήτησις τῶν ζητημάτων. <box>648 1291 849 1526</box>
apol-text: ΛΟΝΔΙΝΟΝ, 6 Δεκεμβρίου (διὰ Κερκύρας).—Ὁ ἀνταποκριτὴς τοῦ «Ντέϊλι Μαίηλ» ἐν Τσεφοῦ ὅτι ἀρίστατο ἐκεῖ ἐκ τοῦ ὑπὸ τὸν Στέσσελ πρὸς τοὺς Τσάρον. Ὁ Ρῶσσος στρατηγὸς βεβαιοῖ ὅτι οἱ Ρῶσσοι κατέχουσιν ἔτι ἐν Πὸρτ-Ἄρθουρ ἅπαντα τὰ ὀχυρώματα. Ἐνῷ δὲ ὅμως εξακολουθοῦσιν τὸν βομβαρδισμὸν τῆς φρουρᾶς οὐδὲν ἀνεκοίνωσε περὶ τῆς ἀπαθείας κατὰ τὴν τελευταίαν ἐπίθεσιν. Οἱ Ἰάπωνες ἀπώλεσαν 12.000 ἄνδρας. <box>648 920 849 1206</box>
column-5 <box>1315 150 1556 2294</box>
headline4: ΔΙΕΥΘΥΝΕΤΑΙ ΕΙΣ ΣΙΓΓΟΠΟΡΗΝ <box>667 444 1038 472</box>
apof-text: Ὑπενθυμίζομεν εἰς τοὺς κ.κ. συνδρομητάς μας, ὅτι ἡ συνδρομὴ αὐτῶν πληρωτέα, πᾶσα δὲ καθυστέρησις θὰ ἔχῃ ὡς συνέπειαν τὴν διακοπὴν τῆς ἀποστολῆς τοῦ φύλλου. <box>1315 1275 1556 1374</box>
nykt-subtitle: ΤΗΣ ΟΔΟΥ ΑΡΙΣΤΕΙΔΟΥ <box>1096 503 1276 519</box>
divider <box>82 1919 287 1920</box>
column-4 <box>1067 150 1305 2294</box>
london-label: LONDRES <box>200 254 244 264</box>
exchange-row <box>62 279 324 292</box>
divider <box>668 1533 829 1534</box>
nykt-text: Σήμερον τὴν 1ην πρωϊνὴν ὥραν πυρκαϊὰ ἀπεσβέσθη εἰς τὴν ὁδὸν Ἀριστείδου εἰς τὴν οἰκίαν τοῦ κ. Π. Σ. Πλουμίδη, τὴν ὁποίαν κατέστρεψε. Ἐκ τίνος μικροῦ δυσαρέστου γεγονότος προῆλθεν ἡ πυρκαϊά, ἥτις ἀπειλήσε νὰ μεταδοθῇ καὶ εἰς τὰς γειτονικὰς οἰκίας. Τὸ μικρὸν τοῦτο κατάστημα ἐκάη ὁλοσχερῶς. <box>1067 552 1305 719</box>
zoo-title: ΖΩΟΤΡΟΦΙΑΙ <box>115 791 254 816</box>
exchange-title: ΧΡΗΜΑΤΙΣΤΙΚΟΝ ΔΕΛΤΙΟΝ <box>104 154 265 197</box>
lead-left: ΒΙΕΝΝΗ, Τρίτη πρωΐας.—Τηλεγραφοῦσιν ἐν Τσεφοῦ εἰς τὰς ἀγγλικὰς ἐφημερίδας ὅτι μέρος τοῦ ὑπὸ τὸν ναύαρχον Τόγκο Ἰαπωνικοῦ στόλου ἀπεσπάσθη καὶ κατευθύνεται εἰς Σιγγαπούρην τῆς ἀγγλικῆς Ἰνδοκίνας. Τὸ τμῆμα τοῦτο τοῦ Ἰαπωνικοῦ στόλου ἀποτελεῖται ἐκ τριῶν θωρηκτῶν, τριῶν καταδρομικῶν καὶ ἀναλόγου ἀριθμοῦ ἀντιτορπιλλικῶν. <box>648 551 849 769</box>
perist-title: Η ΠΕΡΙΣΤΟΛΗ ΤΟΥ ΠΥΡΟΣ <box>1108 866 1264 879</box>
tel-title: Η ΤΕΛΕΥΤΑΙΑ ΕΛΛΗΝΙΣ <box>370 478 586 498</box>
exchange-value: 121.— <box>287 396 322 408</box>
lead-columns <box>648 550 1057 776</box>
apofyl-title2: ΤΟΥ ΚΛΑΔΟΥ <box>653 1571 844 1601</box>
hypopt-subtitle: ΒΟΥΛΓΑΡΟΙ ΕΙΣ ΤΑΣ ΠΑΤΡΑΣ <box>885 1366 1029 1396</box>
takt-source: ΙΔΙΑΙΤ. ΤΗΛΕΓΡΑΦΗΜΑ ΤΟΥ „ΕΜΠΡΟΣ“ <box>365 1252 591 1265</box>
paris-label: PARIS <box>227 332 254 342</box>
exchange-item: » Θεσσαλ. <box>64 409 118 421</box>
exchange-value: 144.— <box>151 500 199 513</box>
apofyl-text: ΠΕΤΡΟΥΠΟΛΙΣ, 6 Δεκεμβρίου (διὰ Κερκύρας).—Ὁ Ἑλληνοϊταλὸς κατάσκοπος Κλάδος ἀπεφυλακίσθη διαταγῇ τοῦ Μεγάλου δουκὸς Ἀλεξίου. <box>648 1621 849 1721</box>
